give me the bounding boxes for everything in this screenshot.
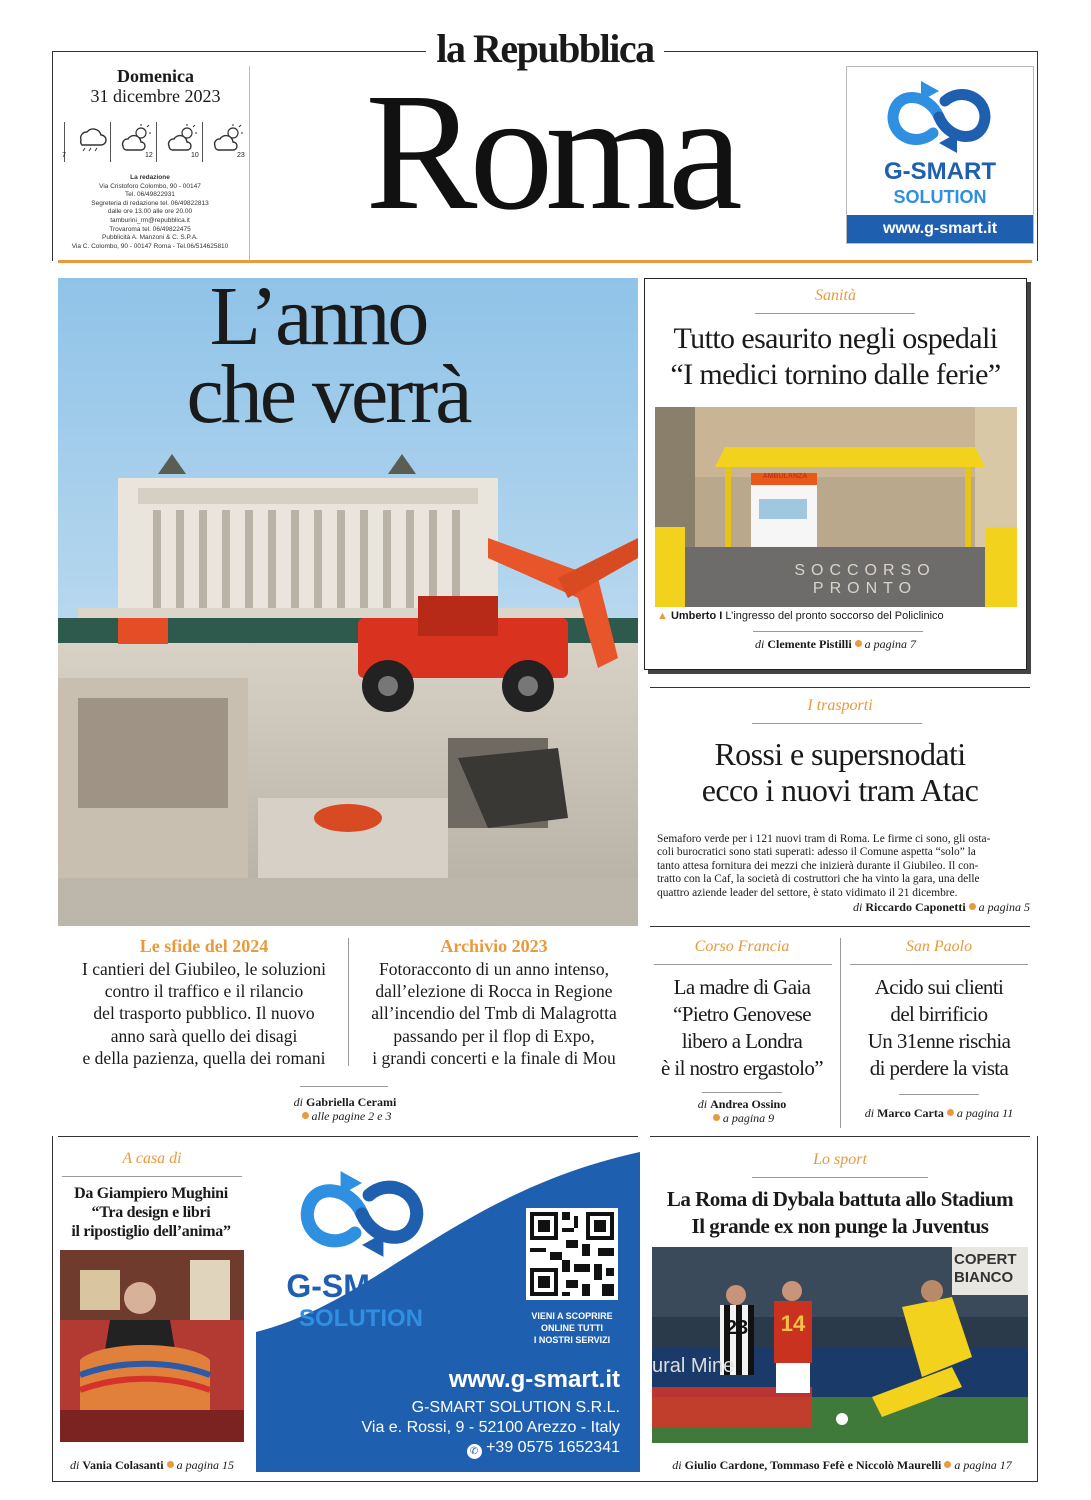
sport-headline-line2: Il grande ex non punge la Juventus — [691, 1214, 989, 1238]
redazione-line: Pubblicità A. Manzoni & C. S.P.A. — [102, 234, 198, 242]
sanita-headline-line2: “I medici tornino dalle ferie” — [670, 358, 1001, 391]
san-paolo-headline-line: Un 31enne rischia — [867, 1029, 1011, 1053]
redazione-line: Segreteria di redazione tel. 06/49822813 — [91, 199, 209, 207]
weather-temp: 7 — [62, 152, 66, 159]
lead-right-line: dall’elezione di Rocca in Regione — [375, 981, 613, 1002]
lead-left-line: del trasporto pubblico. Il nuovo — [93, 1003, 315, 1024]
trasporti-body-line: Semaforo verde per i 121 nuovi tram di Roma. Le firme ci sono, gli osta- — [657, 833, 991, 845]
weather-temp: 23 — [237, 152, 245, 159]
lead-right-kicker[interactable]: Archivio 2023 — [440, 936, 548, 956]
corso-francia-byline-di: di — [697, 1097, 708, 1111]
rain-cloud-icon — [73, 124, 109, 152]
partly-cloudy-icon — [119, 124, 155, 152]
san-paolo-headline-line: di perdere la vista — [869, 1056, 1009, 1080]
sanita-kicker[interactable]: Sanità — [815, 287, 856, 304]
san-paolo-rule — [850, 964, 1028, 965]
weather-temp: 10 — [191, 152, 199, 159]
top-ad-url[interactable]: www.g-smart.it — [847, 215, 1033, 243]
lead-byline-pages[interactable]: alle pagine 2 e 3 — [311, 1109, 392, 1123]
bullet-dot-icon — [947, 1109, 954, 1116]
bottom-ad[interactable] — [256, 1152, 640, 1472]
a-casa-di-kicker[interactable]: A casa di — [122, 1150, 182, 1167]
trasporti-bottom-rule — [650, 926, 1030, 927]
bottom-ad-url[interactable]: www.g-smart.it — [448, 1366, 620, 1393]
trasporti-byline — [780, 900, 1030, 915]
lead-byline-author[interactable]: Gabriella Cerami — [306, 1095, 397, 1109]
bottom-ad-solution: SOLUTION — [299, 1305, 423, 1332]
sport-kicker[interactable]: Lo sport — [813, 1151, 867, 1168]
san-paolo-kicker[interactable]: San Paolo — [905, 938, 973, 955]
sport-headline-line1: La Roma di Dybala battuta allo Stadium — [666, 1187, 1014, 1211]
sanita-kicker-rule — [755, 313, 915, 314]
redazione-line: Via Cristoforo Colombo, 90 - 00147 — [99, 182, 201, 190]
lead-headline-line1: L’anno — [209, 278, 427, 363]
bullet-dot-icon — [944, 1461, 951, 1468]
trasporti-byline-author[interactable]: Riccardo Caponetti — [865, 900, 966, 914]
redazione-line: tamburini_rm@repubblica.it — [110, 216, 190, 224]
sanita-byline-author[interactable]: Clemente Pistilli — [767, 637, 852, 651]
trasporti-headline[interactable] — [650, 736, 1030, 808]
trasporti-body-line: coli burocratici sono stati superati: adesso il Comune aspetta “solo” la — [657, 846, 976, 859]
bullet-dot-icon — [302, 1112, 309, 1119]
road-text — [735, 562, 995, 598]
lead-byline-di: di — [293, 1095, 304, 1109]
corso-francia-headline-line: “Pietro Genovese — [673, 1002, 811, 1026]
frame-left — [52, 51, 53, 261]
lead-photo[interactable] — [58, 278, 638, 926]
header-divider — [58, 260, 1032, 263]
sport-byline-pages[interactable]: a pagina 17 — [954, 1458, 1012, 1472]
san-paolo-headline[interactable] — [846, 974, 1032, 1082]
stadium-sign-line1: COPERT — [954, 1251, 1017, 1268]
lead-column-divider — [348, 938, 349, 1066]
bottom-ad-cta-line: ONLINE TUTTI — [541, 1323, 603, 1333]
lead-right-line: all’incendio del Tmb di Malagrotta — [371, 1003, 617, 1024]
bullet-dot-icon — [167, 1461, 174, 1468]
a-casa-di-byline-author[interactable]: Vania Colasanti — [82, 1458, 164, 1472]
sport-byline-di: di — [672, 1458, 682, 1472]
san-paolo-byline-rule — [899, 1094, 979, 1095]
redazione-line: Via C. Colombo, 90 - 00147 Roma - Tel.06/514625810 — [71, 242, 229, 250]
bottom-ad-phone-row[interactable] — [316, 1438, 620, 1459]
corso-francia-byline — [650, 1097, 834, 1125]
lead-byline — [230, 1095, 460, 1123]
g-smart-logo-icon — [881, 75, 997, 159]
sport-byline-author[interactable]: Giulio Cardone, Tommaso Fefè e Niccolò Maurelli — [684, 1458, 942, 1472]
phone-icon: ✆ — [467, 1444, 482, 1459]
sport-byline — [650, 1458, 1034, 1473]
weather-slot — [110, 122, 156, 162]
trasporti-headline-line2: ecco i nuovi tram Atac — [701, 772, 979, 808]
triangle-icon: ▲ — [657, 610, 668, 622]
sanita-caption — [657, 609, 1019, 623]
trasporti-byline-pages[interactable]: a pagina 5 — [978, 900, 1030, 914]
a-casa-di-byline-pages[interactable]: a pagina 15 — [176, 1458, 234, 1472]
redazione-line: Trovaroma tel. 06/49822475 — [109, 225, 191, 233]
lead-left-line: e della pazienza, quella dei romani — [82, 1047, 326, 1068]
mughini-portrait-photo — [60, 1250, 244, 1442]
a-casa-di-headline-line: “Tra design e libri — [91, 1204, 211, 1221]
sanita-box — [644, 278, 1027, 670]
a-casa-di-rule — [62, 1176, 242, 1177]
lead-right-text — [352, 958, 636, 1069]
lead-headline-line2: che verrà — [186, 348, 470, 441]
lead-headline — [58, 278, 638, 441]
trasporti-body-line: tanto attesa fornitura dei mezzi che inizierà durante il Giubileo. Il con- — [657, 859, 979, 872]
san-paolo-headline-line: del birrificio — [890, 1002, 988, 1026]
sanita-byline-pages[interactable]: a pagina 7 — [864, 637, 916, 651]
partly-cloudy-icon — [165, 124, 201, 152]
san-paolo-byline-pages[interactable]: a pagina 11 — [956, 1106, 1014, 1120]
top-ad-brand: G-SMART — [884, 158, 996, 185]
redazione-line: Tel. 06/49822931 — [125, 191, 175, 199]
top-ad-solution: SOLUTION — [893, 187, 987, 207]
bottom-ad-phone[interactable]: +39 0575 1652341 — [486, 1439, 620, 1456]
lead-right-line: i grandi concerti e la finale di Mou — [372, 1047, 616, 1068]
date-weather-box — [62, 66, 250, 260]
sanita-caption-text: L’ingresso del pronto soccorso del Policlinico — [725, 610, 944, 622]
ambulance-label: AMBULANZA — [762, 473, 808, 480]
lead-left-line: I cantieri del Giubileo, le soluzioni — [82, 959, 326, 979]
bottom-ad-brand: G-SMART — [286, 1268, 436, 1304]
corso-francia-headline-line: libero a Londra — [681, 1029, 803, 1053]
top-ad[interactable] — [846, 66, 1034, 244]
a-casa-di-headline[interactable] — [58, 1184, 244, 1241]
trasporti-body — [657, 833, 1027, 900]
a-casa-di-byline-di: di — [70, 1458, 80, 1472]
bottom-ad-company: G-SMART SOLUTION S.R.L. — [411, 1399, 620, 1416]
weather-row — [64, 122, 244, 162]
frame-right-bottom — [1037, 1136, 1038, 1482]
frame-bottom — [52, 1481, 1038, 1482]
trasporti-body-line: tratto con la Caf, la società di costruttori che ha vinto la gara, una delle — [657, 873, 980, 886]
jersey-number-roma: 14 — [780, 1311, 806, 1336]
lead-left-line: contro il traffico e il rilancio — [104, 981, 304, 1002]
san-paolo-byline — [846, 1106, 1032, 1121]
corso-francia-kicker[interactable]: Corso Francia — [694, 938, 790, 955]
bottom-rule-right — [650, 1136, 1030, 1137]
road-text-line2: PRONTO — [812, 580, 918, 597]
stadium-sign-line2: BIANCO — [954, 1269, 1014, 1286]
corso-francia-headline-line: è il nostro ergastolo” — [661, 1056, 823, 1080]
bullet-dot-icon — [855, 640, 862, 647]
bullet-dot-icon — [969, 903, 976, 910]
weather-slot — [156, 122, 202, 162]
stadium-sign — [954, 1251, 1028, 1287]
sanita-byline — [645, 637, 1026, 652]
lead-left-column — [62, 934, 346, 1069]
bottom-ad-address: Via e. Rossi, 9 - 52100 Arezzo - Italy — [361, 1419, 620, 1436]
edition-day: Domenica — [117, 66, 194, 86]
lead-right-line: passando per il flop di Expo, — [393, 1025, 595, 1046]
sport-kicker-rule — [752, 1177, 928, 1178]
a-casa-di-headline-line: Da Giampiero Mughini — [74, 1185, 228, 1202]
san-paolo-byline-di: di — [864, 1106, 875, 1120]
sport-photo[interactable] — [652, 1247, 1028, 1443]
redazione-box — [62, 174, 238, 251]
sanita-headline-line1: Tutto esaurito negli ospedali — [673, 322, 998, 355]
trasporti-kicker-rule — [752, 723, 922, 724]
corso-francia-headline[interactable] — [650, 974, 834, 1082]
jersey-number-juve: 23 — [725, 1317, 749, 1339]
trasporti-headline-line1: Rossi e supersnodati — [714, 736, 966, 772]
weather-temp: 12 — [145, 152, 153, 159]
city-title: Roma — [365, 59, 735, 245]
bottom-ad-cta — [514, 1310, 630, 1346]
corso-francia-byline-pages[interactable]: a pagina 9 — [722, 1111, 775, 1125]
corso-francia-byline-rule — [702, 1092, 782, 1093]
weather-slot — [64, 122, 110, 162]
sport-headline[interactable] — [650, 1186, 1030, 1240]
masthead-rule-right — [664, 51, 1038, 52]
sanita-byline-di: di — [755, 637, 765, 651]
lead-right-line: Fotoracconto di un anno intenso, — [379, 959, 609, 979]
weather-slot — [202, 122, 248, 162]
lead-left-kicker[interactable]: Le sfide del 2024 — [139, 936, 269, 956]
frame-left-bottom — [52, 1136, 53, 1482]
corso-francia-byline-author[interactable]: Andrea Ossino — [710, 1097, 787, 1111]
san-paolo-byline-author[interactable]: Marco Carta — [877, 1106, 944, 1120]
redazione-title: La redazione — [130, 174, 170, 181]
frame-right — [1037, 51, 1038, 261]
sanita-headline[interactable] — [645, 321, 1026, 393]
bottom-ad-cta-line: VIENI A SCOPRIRE — [531, 1311, 613, 1321]
sanita-caption-label: Umberto I — [670, 610, 723, 622]
partly-cloudy-icon — [211, 124, 247, 152]
g-smart-logo-icon — [292, 1164, 432, 1264]
sanita-photo[interactable] — [655, 407, 1017, 607]
bottom-rule-left — [58, 1136, 638, 1137]
trasporti-byline-di: di — [852, 900, 863, 914]
lead-left-line: anno sarà quello dei disagi — [110, 1025, 298, 1046]
lead-byline-rule — [300, 1086, 388, 1087]
corso-francia-rule — [654, 964, 832, 965]
corso-francia-headline-line: La madre di Gaia — [673, 975, 811, 999]
brand-logo[interactable]: la Repubblica — [436, 26, 654, 71]
ad-board-text: ural Mine — [652, 1355, 735, 1377]
redazione-line: dalle ore 13.00 alle ore 20.00 — [107, 208, 193, 216]
lead-left-text — [62, 958, 346, 1069]
bottom-ad-cta-line: I NOSTRI SERVIZI — [533, 1335, 611, 1345]
a-casa-di-byline — [58, 1458, 246, 1473]
trasporti-body-line: quattro aziende leader del settore, è stato vidimato il 21 dicembre. — [657, 886, 958, 899]
masthead-rule-left — [52, 51, 426, 52]
column-divider — [840, 938, 841, 1128]
san-paolo-headline-line: Acido sui clienti — [874, 975, 1004, 999]
qr-code-icon[interactable] — [526, 1208, 618, 1300]
edition-date: 31 dicembre 2023 — [90, 86, 221, 106]
trasporti-top-rule — [650, 687, 1030, 688]
trasporti-kicker[interactable]: I trasporti — [807, 697, 873, 714]
a-casa-di-photo[interactable] — [60, 1250, 244, 1442]
road-text-line1: SOCCORSO — [794, 562, 936, 579]
redazione-lines — [62, 183, 238, 252]
sanita-byline-rule — [753, 631, 923, 632]
lead-right-column — [352, 934, 636, 1069]
a-casa-di-headline-line: il ripostiglio dell’anima” — [71, 1223, 231, 1240]
bullet-dot-icon — [713, 1114, 720, 1121]
